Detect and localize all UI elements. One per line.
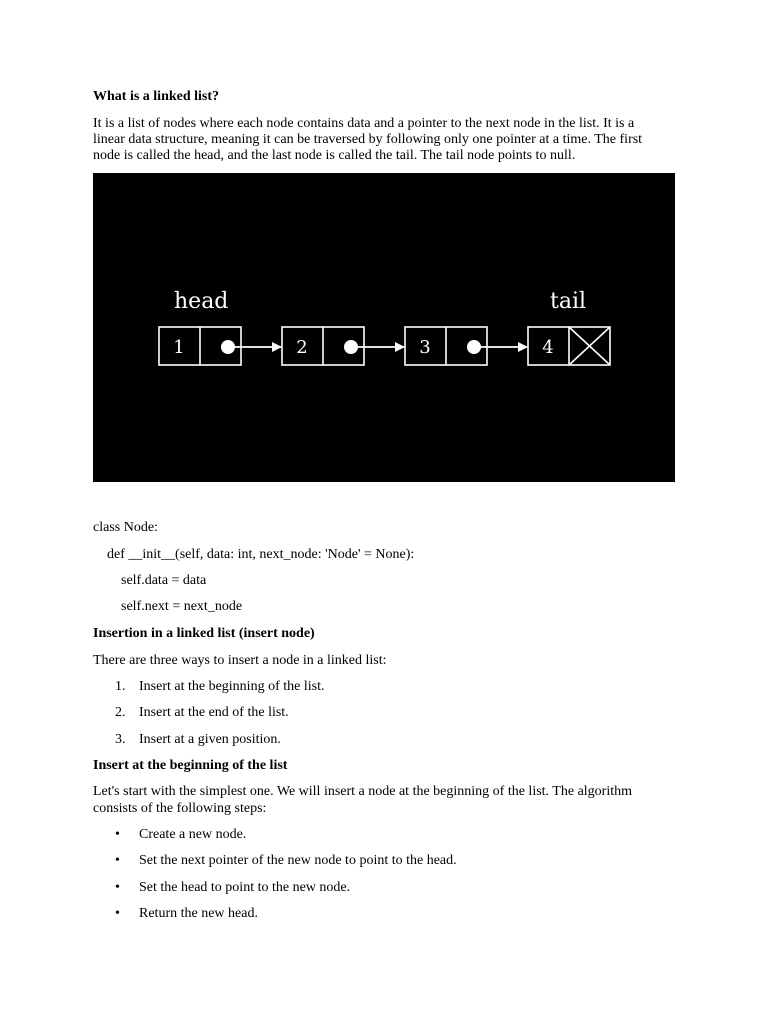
list-item-text: Return the new head. bbox=[139, 906, 258, 921]
heading-what-is-linked-list: What is a linked list? bbox=[93, 89, 220, 104]
bullet-marker: • bbox=[115, 853, 120, 868]
paragraph-line: consists of the following steps: bbox=[93, 801, 267, 816]
insertion-intro: There are three ways to insert a node in a linked list: bbox=[93, 653, 387, 668]
paragraph-line: It is a list of nodes where each node contains data and a pointer to the next node in the list. It is a bbox=[93, 116, 635, 131]
head-label: head bbox=[174, 289, 229, 314]
paragraph-line: node is called the head, and the last node is called the tail. The tail node points to null. bbox=[93, 148, 576, 163]
bullet-marker: • bbox=[115, 906, 120, 921]
list-node-4 bbox=[528, 327, 610, 365]
list-marker: 1. bbox=[115, 679, 126, 694]
paragraph-line: Let's start with the simplest one. We will insert a node at the beginning of the list. The algorithm bbox=[93, 784, 632, 799]
code-line: class Node: bbox=[93, 520, 158, 535]
list-marker: 3. bbox=[115, 732, 126, 747]
list-item-text: Insert at the beginning of the list. bbox=[139, 679, 325, 694]
list-item-text: Create a new node. bbox=[139, 827, 247, 842]
paragraph-line: linear data structure, meaning it can be traversed by following only one pointer at a time. The first bbox=[93, 132, 643, 147]
node-value: 2 bbox=[296, 337, 308, 358]
list-item-text: Insert at the end of the list. bbox=[139, 705, 289, 720]
code-line: self.data = data bbox=[121, 573, 207, 588]
node-value: 4 bbox=[542, 337, 554, 358]
node-value: 1 bbox=[173, 337, 185, 358]
list-item-text: Insert at a given position. bbox=[139, 732, 281, 747]
bullet-marker: • bbox=[115, 880, 120, 895]
heading-insertion: Insertion in a linked list (insert node) bbox=[93, 626, 315, 641]
list-item-text: Set the head to point to the new node. bbox=[139, 880, 351, 895]
linked-list-diagram bbox=[93, 173, 675, 482]
tail-label: tail bbox=[550, 289, 587, 314]
node-value: 3 bbox=[419, 337, 431, 358]
list-node-3 bbox=[405, 327, 527, 365]
heading-insert-beginning: Insert at the beginning of the list bbox=[93, 758, 288, 773]
list-item-text: Set the next pointer of the new node to point to the head. bbox=[139, 853, 457, 868]
code-line: self.next = next_node bbox=[121, 599, 243, 614]
bullet-marker: • bbox=[115, 827, 120, 842]
list-node-1 bbox=[159, 327, 281, 365]
list-node-2 bbox=[282, 327, 404, 365]
code-line: def __init__(self, data: int, next_node: 'Node' = None): bbox=[107, 547, 415, 562]
list-marker: 2. bbox=[115, 705, 126, 720]
